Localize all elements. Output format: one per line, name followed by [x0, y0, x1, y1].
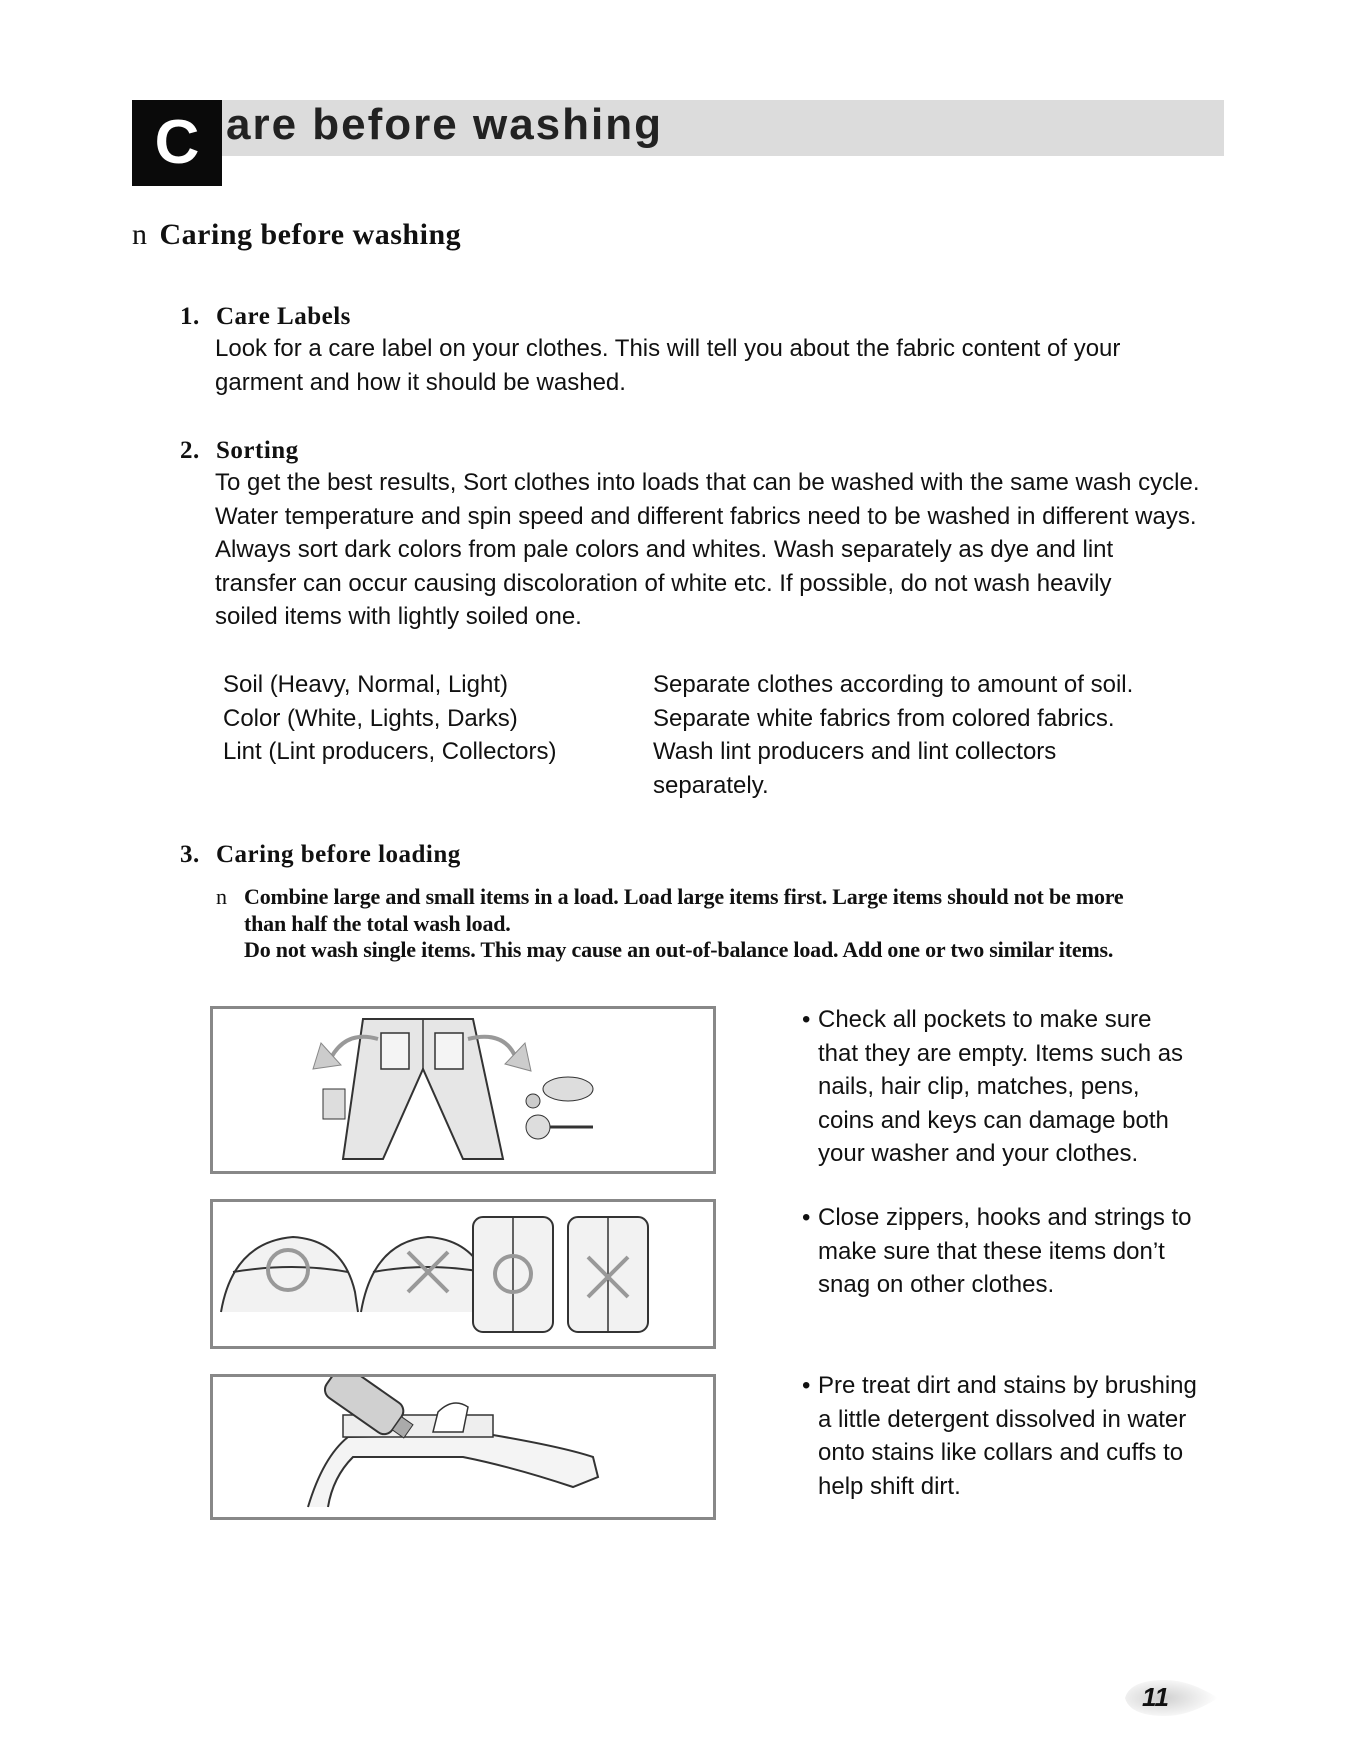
detergent-brushing-image — [213, 1377, 713, 1517]
sorting-text — [215, 466, 1225, 634]
tip-line: coins and keys can damage both — [818, 1106, 1169, 1134]
sort-category: Soil (Heavy, Normal, Light) — [223, 671, 508, 698]
page-number-badge — [1120, 1676, 1220, 1720]
item-heading-care-labels — [180, 303, 351, 331]
item-number: 1. — [180, 303, 200, 330]
page-tab-shape — [1120, 1676, 1220, 1720]
tip-line: snag on other clothes. — [818, 1271, 1055, 1298]
item-number: 3. — [180, 841, 200, 868]
sort-category: Color (White, Lights, Darks) — [223, 704, 518, 732]
banner-initial: C — [132, 100, 222, 186]
tip-line: your washer and your clothes. — [818, 1140, 1139, 1167]
tip-bullet: • — [802, 1006, 811, 1033]
sort-table-instructions — [653, 668, 1193, 802]
tip-line: that they are empty. Items such as — [818, 1039, 1184, 1067]
item-title: Care Labels — [216, 303, 351, 330]
section-title: Caring before washing — [159, 218, 462, 251]
loading-note — [216, 884, 1226, 964]
sort-instruction: separately. — [653, 771, 769, 799]
note-bullet: n — [216, 884, 227, 909]
note-line: Combine large and small items in a load. Load large items first. Large items should not be more — [244, 884, 1124, 909]
check-pockets-illustration — [210, 1006, 716, 1174]
zippers-hooks-image — [213, 1202, 713, 1346]
item-title: Sorting — [216, 437, 299, 464]
sort-instruction: Separate clothes according to amount of soil. — [653, 671, 1134, 698]
text-line: To get the best results, Sort clothes into loads that can be washed with the same wash cycle. — [215, 469, 1200, 496]
note-line: Do not wash single items. This may cause an out-of-balance load. Add one or two similar items. — [244, 937, 1114, 962]
note-line: than half the total wash load. — [244, 910, 511, 936]
sort-instruction: Wash lint producers and lint collectors — [653, 738, 1057, 765]
tip-close-zippers — [802, 1201, 1232, 1302]
item-title: Caring before loading — [216, 841, 461, 868]
item-heading-caring-before-loading — [180, 841, 461, 869]
tip-bullet: • — [802, 1372, 811, 1399]
close-zippers-illustration — [210, 1199, 716, 1349]
tip-line: help shift dirt. — [818, 1472, 961, 1500]
sort-instruction: Separate white fabrics from colored fabrics. — [653, 704, 1115, 732]
section-heading — [132, 218, 461, 252]
tip-line: a little detergent dissolved in water — [818, 1405, 1187, 1433]
tip-pretreat — [802, 1369, 1232, 1503]
item-heading-sorting — [180, 437, 299, 465]
text-line: Look for a care label on your clothes. This will tell you about the fabric content of your — [215, 335, 1121, 362]
tip-bullet: • — [802, 1204, 811, 1231]
tip-line: onto stains like collars and cuffs to — [818, 1439, 1184, 1466]
item-number: 2. — [180, 437, 200, 464]
care-labels-text — [215, 332, 1225, 399]
pretreat-stains-illustration — [210, 1374, 716, 1520]
text-line: soiled items with lightly soiled one. — [215, 603, 582, 630]
sort-category: Lint (Lint producers, Collectors) — [223, 738, 557, 765]
text-line: garment and how it should be washed. — [215, 368, 626, 396]
text-line: Always sort dark colors from pale colors and whites. Wash separately as dye and lint — [215, 536, 1114, 563]
tip-line: Check all pockets to make sure — [818, 1006, 1152, 1033]
tip-line: Close zippers, hooks and strings to — [818, 1204, 1192, 1231]
tip-check-pockets — [802, 1003, 1232, 1171]
trousers-pockets-image — [213, 1009, 713, 1171]
section-bullet: n — [132, 218, 148, 251]
text-line: transfer can occur causing discoloration of white etc. If possible, do not wash heavily — [215, 569, 1112, 597]
page-number: 11 — [1142, 1682, 1169, 1712]
page-title: are before washing — [226, 100, 664, 149]
sort-table-categories — [223, 668, 556, 769]
tip-line: make sure that these items don’t — [818, 1237, 1165, 1265]
text-line: Water temperature and spin speed and different fabrics need to be washed in different ways. — [215, 502, 1197, 530]
tip-line: nails, hair clip, matches, pens, — [818, 1073, 1140, 1100]
tip-line: Pre treat dirt and stains by brushing — [818, 1372, 1197, 1399]
